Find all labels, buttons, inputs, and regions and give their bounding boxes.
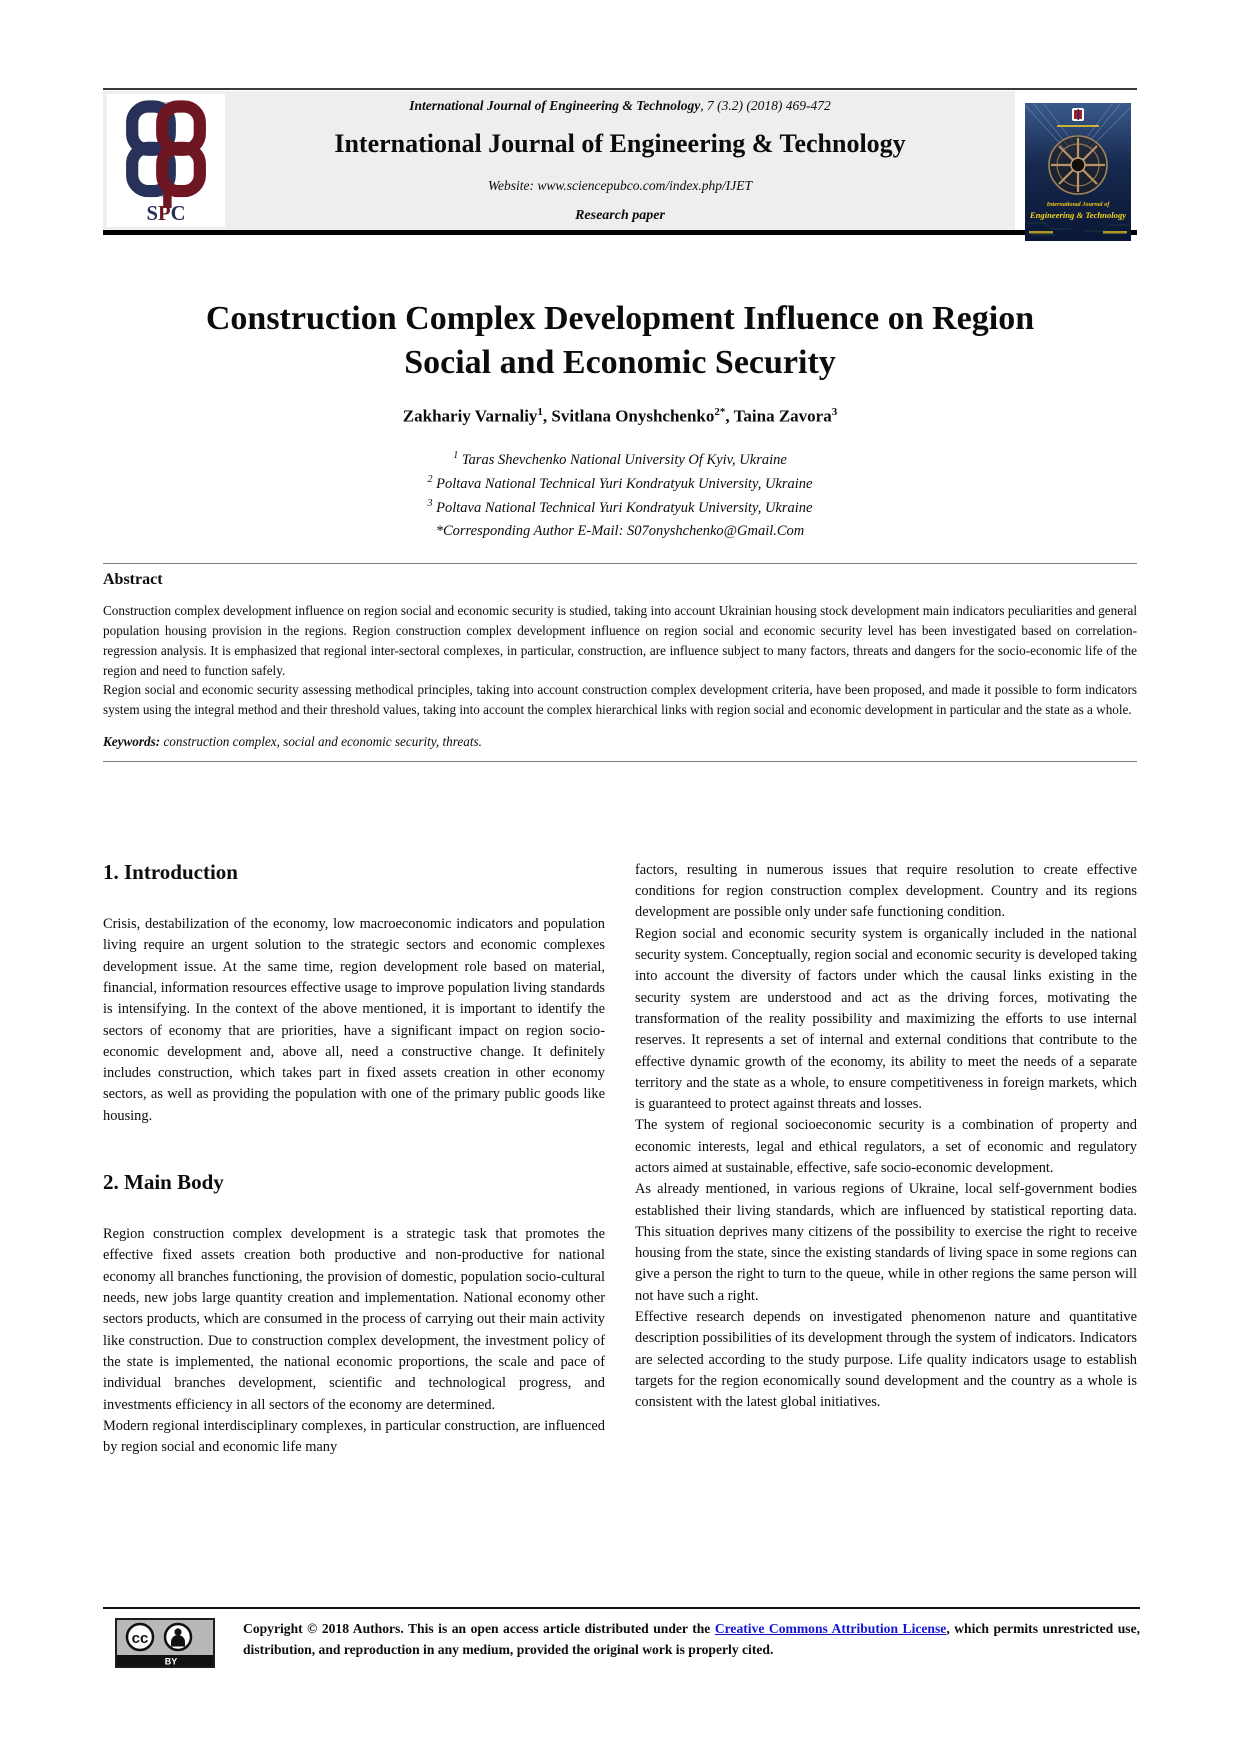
- cover-journal-line2: Engineering & Technology: [1029, 210, 1127, 220]
- copyright-footer: [103, 1607, 1140, 1673]
- affiliation-number: 1: [453, 450, 459, 462]
- header-bottom-rule: [103, 230, 1137, 235]
- affiliation-line: [103, 496, 1137, 520]
- author-affiliation-mark: 1: [537, 406, 543, 419]
- keywords-label: Keywords:: [103, 734, 161, 750]
- journal-header-panel: [103, 91, 1015, 230]
- cc-by-badge: [115, 1618, 215, 1673]
- affiliation-number: 3: [427, 498, 433, 510]
- cover-journal-line1: International Journal of: [1046, 201, 1110, 208]
- corresponding-author-line: *Corresponding Author E-Mail: S07onyshchenko@Gmail.Com: [435, 523, 805, 540]
- copyright-text-pre: Copyright © 2018 Authors. This is an open access article distributed under the: [243, 1621, 715, 1636]
- abstract-paragraph: Construction complex development influence on region social and economic security is studied, taking into account Ukrainian housing stock development main indicators peculiarities and general population housing provision in the regions. Region construction complex development influence on region social and economic security level has been investigated based on correlation-regression analysis. It is emphasized that regional inter-sectoral complexes, in particular, construction, are influence subject to many factors, threats and dangers for the socio-economic life of the region and need to function safely.: [103, 603, 1137, 678]
- left-column: [103, 860, 605, 1567]
- affiliation-text: Poltava National Technical Yuri Kondratyuk University, Ukraine: [432, 475, 813, 492]
- author-name: Zakhariy Varnaliy: [402, 407, 538, 427]
- author-affiliation-mark: 3: [831, 406, 838, 419]
- cc-by-letters: BY: [164, 1656, 178, 1667]
- citation-journal-name: International Journal of Engineering & Technology: [409, 98, 701, 113]
- body-paragraph: As already mentioned, in various regions of Ukraine, local self-government bodies established their living standards, which are influenced by statistical reporting data. This situation deprives many citizens of the possibility to exercise the right to receive housing from the state, since the existing standards of living space in some regions can give a person the right to turn to the queue, while in other regions the same person will not have such a right.: [635, 1181, 1137, 1304]
- journal-cover-image: [1025, 103, 1131, 241]
- journal-citation: [225, 98, 1015, 114]
- article-title-line1: Construction Complex Development Influence on Region: [205, 300, 1035, 337]
- author-separator: ,: [542, 407, 552, 427]
- right-column: [635, 860, 1137, 1567]
- collider-machine: [1048, 135, 1108, 195]
- spc-logo: [107, 94, 225, 227]
- article-title: [103, 297, 1137, 385]
- keywords-line: [103, 732, 1137, 762]
- citation-issue-pages: , 7 (3.2) (2018) 469-472: [700, 98, 831, 113]
- section-heading-main-body: 2. Main Body: [103, 1170, 224, 1194]
- copyright-text: [243, 1618, 1140, 1660]
- section-heading-introduction: 1. Introduction: [103, 859, 238, 884]
- journal-cover-graphic: [1025, 103, 1131, 241]
- body-paragraph: Region construction complex development is a strategic task that promotes the effective fixed assets creation both productive and non-productive for national economy all branches functioning, the provision of domestic, population socio-cultural needs, new jobs large quantity creation and implementation. National economy other sectors products, which are consumed in the process of carrying out their main activity like construction. Due to construction complex development, the investment policy of the state is implemented, the national economic proportions, the scale and pace of individual branches development, scientific and technological progress, and investments efficiency in all sectors of the economy are determined.: [103, 1226, 605, 1413]
- affiliation-line: [103, 448, 1137, 472]
- cover-emblem: [1072, 108, 1084, 121]
- footer-rule: [103, 1607, 1140, 1609]
- author-affiliation-mark: 2*: [714, 406, 726, 419]
- copyright-text-post: , which permits unrestricted use, distribution, and reproduction in any medium, provided the original work is properly cited.: [243, 1621, 1140, 1658]
- spc-logo-text: SPC: [146, 202, 186, 223]
- body-paragraph: Region social and economic security system is organically included in the national security system. Conceptually, region social and economic security is developed taking into account the diversity of factors under which the causal links existing in the security system are understood and act as the driving forces, motivating the transformation of the reality possibility and maximizing the efforts to use internal reserves. It represents a set of internal and external conditions that contribute to the effective dynamic growth of the economy, its ability to meet the needs of a separate territory and the state as a whole, to ensure competitiveness in foreign markets, which is guaranteed to protect against threats and losses.: [635, 925, 1137, 1113]
- paper-type-label: Research paper: [575, 208, 665, 223]
- journal-website: Website: www.sciencepubco.com/index.php/IJET: [488, 178, 752, 193]
- affiliation-number: 2: [427, 474, 433, 486]
- abstract-paragraph: Region social and economic security assessing methodical principles, taking into account construction complex development criteria, have been proposed, and made it possible to form indicators system using the integral method and their threshold values, taking into account the complex hierarchical links with region social and economic development in particular and the state as a whole.: [103, 682, 1137, 718]
- journal-header: [103, 90, 1137, 230]
- affiliations: [103, 448, 1137, 543]
- cc-license-link[interactable]: Creative Commons Attribution License: [714, 1621, 947, 1636]
- keywords-text: construction complex, social and economic security, threats.: [160, 734, 482, 750]
- body-paragraph: The system of regional socioeconomic security is a combination of property and economic interests, legal and ethical regulators, a set of economic and regulatory actors aimed at sustainable, effective, safe socio-economic development.: [635, 1117, 1137, 1176]
- cc-letters: cc: [131, 1630, 149, 1647]
- author-name: Svitlana Onyshchenko: [551, 407, 715, 427]
- cc-by-badge-graphic: [115, 1618, 215, 1668]
- author-name: Taina Zavora: [733, 407, 832, 427]
- spc-logo-graphic: [117, 99, 215, 223]
- abstract-section: [103, 563, 1137, 762]
- article-body: [103, 860, 1137, 1567]
- affiliation-text: Poltava National Technical Yuri Kondratyuk University, Ukraine: [432, 499, 813, 516]
- body-paragraph: factors, resulting in numerous issues that require resolution to create effective conditions for region construction complex development. Country and its regions development are possible only under safe functioning condition.: [635, 861, 1137, 921]
- body-paragraph: Crisis, destabilization of the economy, low macroeconomic indicators and population living require an urgent solution to the strategic sectors and economic complexes development issue. At the same time, region development role based on material, financial, information resources effective usage to improve population living standards is intensifying. In the context of the above mentioned, it is important to identify the sectors of economy that are priorities, have a significant impact on region socio-economic development and, above all, need a constructive change. It definitely includes construction, which takes part in fixed assets creation in other economy sectors, as well as providing the population with one of the primary public goods like housing.: [103, 916, 605, 1124]
- body-paragraph: Effective research depends on investigated phenomenon nature and quantitative description possibilities of its development through the system of indicators. Indicators are selected according to the study purpose. Life quality indicators usage to establish targets for the region economically sound development and the country as a whole is consistent with the latest global initiatives.: [635, 1309, 1137, 1411]
- article-title-line2: Social and Economic Security: [404, 344, 836, 382]
- affiliation-text: Taras Shevchenko National University Of Kyiv, Ukraine: [458, 451, 787, 468]
- journal-header-text: [225, 91, 1015, 230]
- authors-line: [103, 406, 1137, 427]
- journal-title: International Journal of Engineering & Technology: [334, 129, 906, 158]
- author-separator: ,: [725, 407, 734, 427]
- affiliation-line: [103, 472, 1137, 496]
- abstract-heading: Abstract: [103, 571, 163, 589]
- body-paragraph: Modern regional interdisciplinary complexes, in particular construction, are influenced by region social and economic life many: [103, 1417, 605, 1456]
